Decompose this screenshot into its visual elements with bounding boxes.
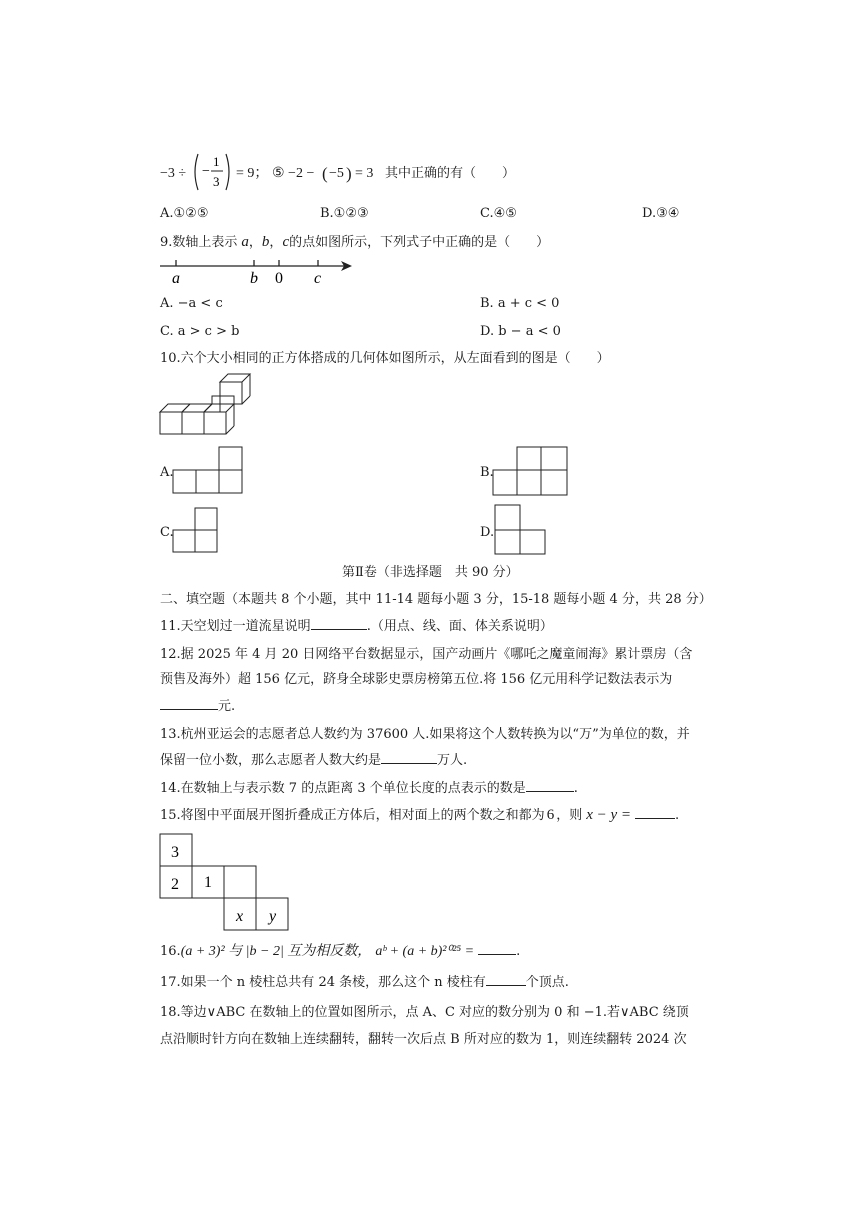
q10-option-d-label: D. [480, 525, 495, 540]
q12-line-3: 元. [160, 700, 235, 713]
q15-answer-blank [635, 817, 675, 819]
axis-label-c: c [314, 270, 322, 287]
q10-option-b-figure [492, 446, 572, 498]
svg-text:−: − [202, 164, 210, 179]
q11: 11.天空划过一道流星说明 .（用点、线、面、体关系说明） [160, 619, 553, 634]
net-label-2: 2 [171, 876, 179, 893]
q8-option-c: C.④⑤ [480, 206, 517, 221]
axis-label-b: b [250, 270, 258, 287]
q9-option-c: C. a > c > b [160, 324, 240, 339]
q8-question: 其中正确的有（ ） [385, 166, 516, 181]
q17: 17.如果一个 n 棱柱总共有 24 条棱，那么这个 n 棱柱有 个顶点. [160, 975, 569, 990]
section-2-title: 二、填空题（本题共 8 个小题，其中 11-14 题每小题 3 分，15-18 题每小题 4 分，共 28 分） [160, 592, 712, 607]
section-2-header: 第Ⅱ卷（非选择题 共 90 分） [342, 565, 519, 580]
q10-option-a-label: A. [160, 465, 174, 480]
q9-number-line [158, 256, 358, 286]
q10-solid-figure [158, 372, 248, 438]
q16-answer-blank [478, 953, 516, 955]
net-label-3: 3 [171, 844, 179, 861]
q9-stem: 9.数轴上表示 a，b，c的点如图所示，下列式子中正确的是（ ） [160, 234, 550, 250]
q13-line-1: 13.杭州亚运会的志愿者总人数约为 37600 人.如果将这个人数转换为以“万”为单位的数，并 [160, 727, 690, 742]
q8-option-a: A.①②⑤ [160, 206, 209, 221]
q15-cube-net [158, 832, 294, 932]
q12-line-1: 12.据 2025 年 4 月 20 日网络平台数据显示，国产动画片《哪吒之魔童闹海》累计票房（含 [160, 647, 693, 662]
q12-answer-blank [160, 708, 218, 710]
q16: 16.(a + 3)² 与 |b − 2| 互为相反数， aᵇ + (a + b)²⁰²⁵ = . [160, 944, 521, 959]
q18-line-2: 点沿顺时针方向在数轴上连续翻转，翻转一次后点 B 所对应的数为 1，则连续翻转 2024 次 [160, 1032, 687, 1047]
net-label-1: 1 [204, 874, 212, 891]
q13-line-2: 保留一位小数，那么志愿者人数大约是 万人. [160, 753, 468, 768]
q9-option-b: B. a + c < 0 [480, 296, 560, 311]
q12-line-2: 预售及海外）超 156 亿元，跻身全球影史票房榜第五位.将 156 亿元用科学记数法表示为 [160, 672, 673, 687]
q10-option-d-figure [494, 504, 550, 556]
q10-option-b-label: B. [480, 465, 494, 480]
q13-answer-blank [381, 762, 437, 764]
q10-option-c-figure [172, 506, 222, 554]
svg-text:1: 1 [213, 154, 220, 169]
q10-option-c-label: C. [160, 525, 174, 540]
net-label-y: y [269, 908, 277, 925]
q9-option-a: A. −a < c [160, 296, 223, 311]
svg-text:3: 3 [213, 174, 220, 189]
q18-line-1: 18.等边∨ABC 在数轴上的位置如图所示，点 A、C 对应的数分别为 0 和 −1.若∨ABC 绕顶 [160, 1005, 689, 1020]
q8-option-b: B.①②③ [320, 206, 369, 221]
q11-answer-blank [311, 628, 367, 630]
axis-label-zero: 0 [275, 270, 283, 287]
q14: 14.在数轴上与表示数 7 的点距离 3 个单位长度的点表示的数是 . [160, 781, 578, 796]
q10-option-a-figure [172, 446, 246, 496]
q10-stem: 10.六个大小相同的正方体搭成的几何体如图所示，从左面看到的图是（ ） [160, 351, 610, 366]
q15: 15.将图中平面展开图折叠成正方体后，相对面上的两个数之和都为 6 ，则 x − y = . [160, 807, 680, 823]
q14-answer-blank [526, 790, 574, 792]
q8-option-d: D.③④ [642, 206, 680, 221]
net-label-x: x [236, 908, 244, 925]
q9-option-d: D. b − a < 0 [480, 324, 561, 339]
q17-answer-blank [486, 984, 526, 986]
axis-label-a: a [172, 270, 180, 287]
